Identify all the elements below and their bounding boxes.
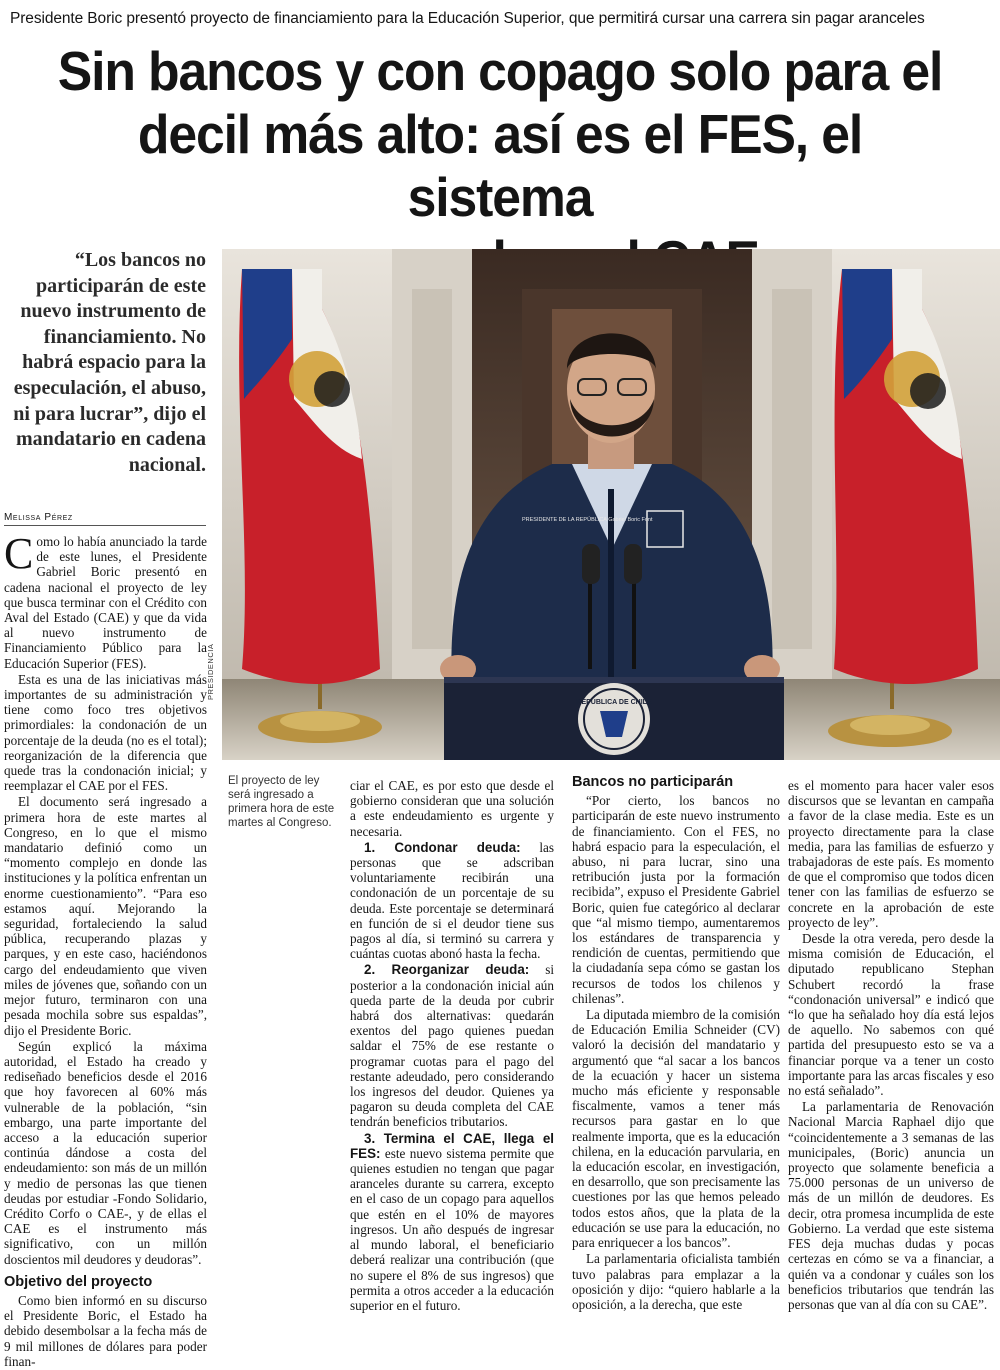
paragraph: “Por cierto, los bancos no participarán de este nuevo instrumento de financiamiento. Con el FES, no habrá espacio para la especulación, el abuso, ni para lucrar, sino una retribución justa por la formación recibida”, expuso el Presidente Gabriel Boric, quien fue categórico al declarar que “al mismo tiempo, aumentaremos los estándares de transparencia y rendición de cuentas, permitiendo que la ciudadanía sepa cómo se gastan los recursos de todos los chilenos y chilenas”. [572, 793, 780, 1006]
drop-cap: C [4, 529, 34, 578]
article-column-4 [788, 778, 994, 1313]
paragraph: Como bien informó en su discurso el Presidente Boric, el Estado ha debido desembolsar a la fecha más de 9 mil millones de dólares para poder finan- [4, 1292, 207, 1369]
pull-quote: “Los bancos no participarán de este nuevo instrumento de financiamiento. No habrá espacio para la especulación, el abuso, ni para lucrar”, dijo el mandatario en cadena nacional. [13, 249, 206, 476]
paragraph: es el momento para hacer valer esos discursos que se levantan en campaña a favor de la clase media. Este es un proyecto directamente para la clase media, para las familias de esfuerzo y trabajadoras de este país. Es momento de que el compromiso que todos dicen tener con las familias de esfuerzo se concrete en la aprobación de este proyecto de ley”. [788, 778, 994, 930]
paragraph: La parlamentaria oficialista también tuvo palabras para emplazar a la oposición y dijo: “quiero hablarle a la oposición, a la derecha, que este [572, 1251, 780, 1312]
list-item-title: 2. Reorganizar deuda: [364, 962, 530, 978]
list-item-title: 1. Condonar deuda: [364, 839, 521, 855]
headline-line-2: decil más alto: así es el FES, el sistema [137, 103, 863, 228]
jacket-label: PRESIDENTE DE LA REPÚBLICA Gabriel Boric Font [522, 517, 653, 523]
photo-caption: El proyecto de ley será ingresado a primera hora de este martes al Congreso. [228, 775, 335, 829]
paragraph: Según explicó la máxima autoridad, el Estado ha creado y rediseñado beneficios desde el 2016 que hoy favorecen al 60% más vulnerable de la población, “sin embargo, una parte importante del acceso a la educación superior continúa dándose a costa del endeudamiento: son más de un millón y medio de personas las que tienen deudas por estudiar -Fondo Solidario, Crédito Corfo o CAE-, y de ellas el CAE es el instrumento más significativo, con un millón doscientos mil deudores y deudoras”. [4, 1038, 207, 1267]
paragraph: La diputada miembro de la comisión de Educación Emilia Schneider (CV) valoró la decisión del mandatario y argumentó que “al sacar a los bancos de la ecuación y hacer un sistema mucho más eficiente y responsable fiscalmente, vamos a tener más recursos para gastar en lo que realmente importa, que es la educación chilena, en la educación parvularia, en la educación escolar, en investigación, en desarrollo, que son precisamente las cuestiones por las que hemos peleado todos estos años, que la plata de la educación se use para la educación, no para enriquecer a los bancos”. [572, 1007, 780, 1251]
podium-seal-text: REPÚBLICA DE CHILE [576, 699, 652, 706]
list-item: 2. Reorganizar deuda: si posterior a la condonación inicial aún queda parte de la deuda por cubrir habrá dos alternativas: quedarán exentos del pago quienes puedan saldar el 75% de ese restante o programar cuotas para el pago del restante adeudado, pero considerando los ingresos del deudor. Quienes ya pagaron su deuda completa del CAE tendrán beneficios tributarios. [350, 962, 554, 1130]
paragraph: ciar el CAE, es por esto que desde el gobierno consideran que una solución a este endeudamiento es urgente y necesaria. [350, 778, 554, 839]
photo-illustration [222, 249, 1000, 760]
article-column-1 [4, 529, 207, 1370]
byline: Melissa Pérez [4, 512, 206, 526]
article-column-2 [350, 778, 554, 1314]
paragraph: El documento será ingresado a primera hora de este martes al Congreso, en lo que el mismo mandatario definió como un “momento complejo en donde las instituciones y la política enfrentan un enorme cuestionamiento”. “Para eso estamos aquí. Mejorando la seguridad, fortaleciendo la salud pública, recuperando plazas y parques, y en este caso, haciéndonos cargo del endeudamiento que viven miles de jóvenes que, soñando con un mejor futuro, terminaron con una pesada mochila sobre sus espaldas”, dijo el Presidente Boric. [4, 794, 207, 1038]
paragraph: La parlamentaria de Renovación Nacional Marcia Raphael dijo que “coincidentemente a 3 semanas de las municipales, (Boric) anuncia un proyecto que solamente beneficia a 75.000 personas de un universo de más de un millón de deudores. Es decir, otra promesa incumplida de este Gobierno. La verdad que este sistema FES deja muchas dudas y pocas certezas en cómo se va a financiar, a quién va a condonar y cuáles son los beneficios tributarios que tendrán las personas que van al día con su CAE”. [788, 1099, 994, 1312]
kicker: Presidente Boric presentó proyecto de financiamiento para la Educación Superior, que permitirá cursar una carrera sin pagar aranceles [10, 10, 925, 27]
paragraph: Desde la otra vereda, pero desde la misma comisión de Educación, el diputado republicano Stephan Schubert recordó la frase “condonación universal” e indicó que “lo que ha señalado hoy día está lejos de aquello. No sabemos con qué partida del presupuesto esto se va a financiar porque va a tener un costo importante para las arcas fiscales y eso no está señalado”. [788, 931, 994, 1099]
photo-credit: PRESIDENCIA [206, 643, 215, 700]
article-column-3 [572, 775, 780, 1313]
paragraph: Esta es una de las iniciativas más importantes de su administración y tiene como foco tres objetivos primordiales: la condonación de un porcentaje de la deuda (no es el total); reorganización de la diferencia que quede tras la condonación inicial; y reemplazar el CAE por el FES. [4, 671, 207, 794]
article-photo [222, 249, 1000, 760]
subheading: Objetivo del proyecto [4, 1273, 153, 1290]
subheading: Bancos no participarán [572, 774, 734, 790]
list-item: 3. Termina el CAE, llega el FES: este nuevo sistema permite que quienes estudien no tengan que pagar aranceles durante su carrera, excepto en el caso de un copago para aquellos que estén en el 10% de mayores ingresos. Un año después de ingresar al mundo laboral, el beneficiario deberá realizar una contribución (que no supere el 8% de sus ingresos) que permita a otros acceder a la educación superior en el futuro. [350, 1130, 554, 1313]
paragraph: Como lo había anunciado la tarde de este lunes, el Presidente Gabriel Boric presentó en cadena nacional el proyecto de ley que busca terminar con el Crédito con Aval del Estado (CAE) y que da vida al nuevo instrumento de Financiamiento Público para la Educación Superior (FES). [4, 529, 207, 671]
headline-line-1: Sin bancos y con copago solo para el [57, 40, 943, 102]
list-item-title: 3. Termina el CAE, llega el FES: [350, 1130, 554, 1161]
list-item: 1. Condonar deuda: las personas que se adscriban voluntariamente recibirán una condonación de un porcentaje de su deuda. Este porcentaje se determinará en función de si el deudor tiene sus pagos al día, si terminó su carrera y cuántas cuotas abonó hasta la fecha. [350, 839, 554, 962]
